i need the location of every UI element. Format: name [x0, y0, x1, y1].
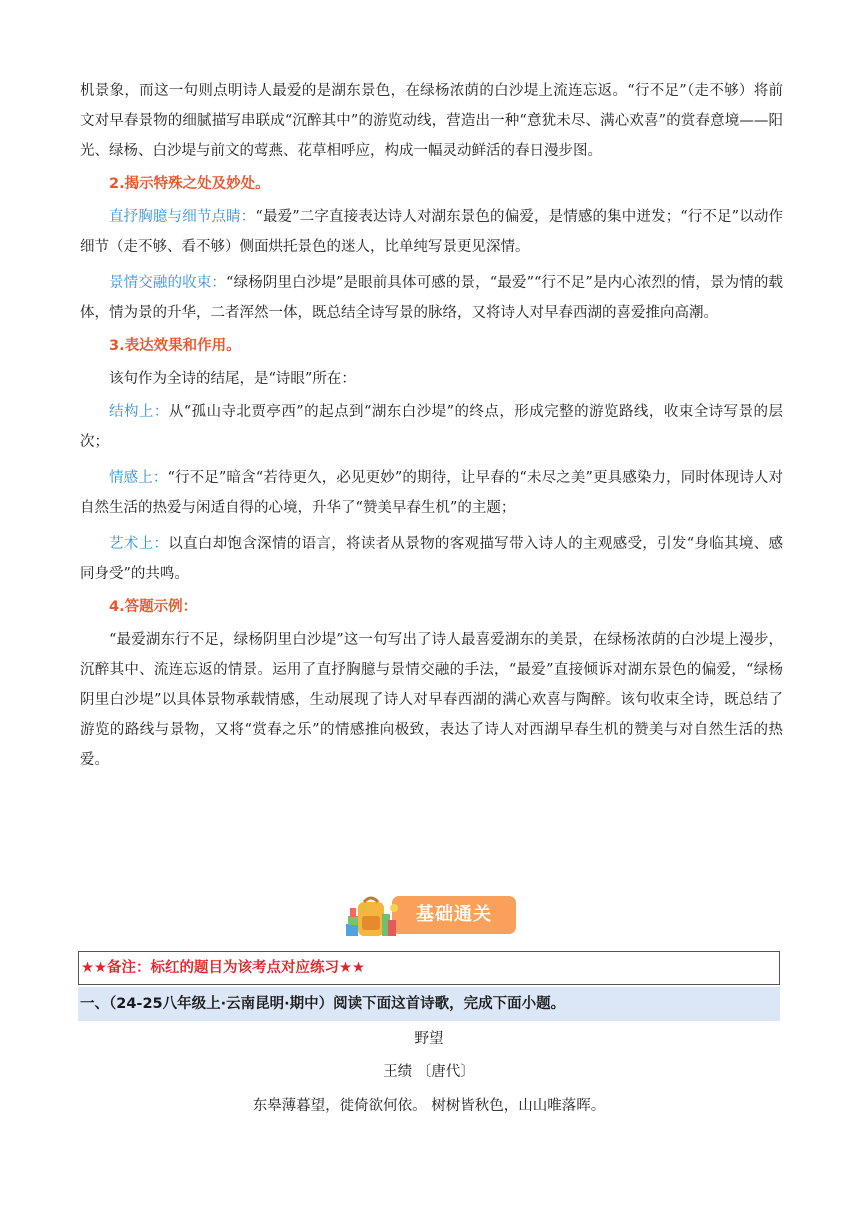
section-3-item-1	[80, 397, 783, 457]
school-bag-books-icon	[344, 894, 400, 940]
content-column	[80, 76, 783, 775]
section-3-item-2	[80, 463, 783, 523]
term-text: “绿杨阴里白沙堤”是眼前具体可感的景，“最爱”“行不足”是内心浓烈的情，景为情的载体，情为景的升华，二者浑然一体，既总结全诗写景的脉络，又将诗人对早春西湖的喜爱推向高潮。	[80, 275, 783, 321]
section-4-answer: “最爱湖东行不足，绿杨阴里白沙堤”这一句写出了诗人最喜爱湖东的美景，在绿杨浓荫的白沙堤上漫步，沉醉其中、流连忘返的情景。运用了直抒胸臆与景情交融的手法，“最爱”直接倾诉对湖东景色的偏爱，“绿杨阴里白沙堤”以具体景物承载情感，生动展现了诗人对早春西湖的满心欢喜与陶醉。该句收束全诗，既总结了游览的路线与景物，又将“赏春之乐”的情感推向极致，表达了诗人对西湖早春生机的赞美与对自然生活的热爱。	[80, 632, 783, 768]
term-text: 以直白却饱含深情的语言，将读者从景物的客观描写带入诗人的主观感受，引发“身临其境、感同身受”的共鸣。	[80, 536, 784, 582]
question-header: 一、（24-25八年级上·云南昆明·期中）阅读下面这首诗歌，完成下面小题。	[78, 987, 780, 1021]
section-4-heading: 4.答题示例：	[109, 599, 198, 615]
section-2-item-1	[80, 202, 783, 262]
term-label: 直抒胸臆与细节点睛：	[109, 209, 256, 225]
term-text: “最爱”二字直接表达诗人对湖东景色的偏爱，是情感的集中迸发；“行不足”以动作细节（走不够、看不够）侧面烘托景色的迷人，比单纯写景更见深情。	[80, 209, 784, 255]
section-2-item-2	[80, 268, 783, 328]
paragraph-intro: 机景象，而这一句则点明诗人最爱的是湖东景色，在绿杨浓荫的白沙堤上流连忘返。“行不足”（走不够）将前文对早春景物的细腻描写串联成“沉醉其中”的游览动线，营造出一种“意犹未尽、满心欢喜”的赏春意境——阳光、绿杨、白沙堤与前文的莺燕、花草相呼应，构成一幅灵动鲜活的春日漫步图。	[80, 83, 783, 159]
term-text: “行不足”暗含“若待更久，必见更妙”的期待，让早春的“未尽之美”更具感染力，同时体现诗人对自然生活的热爱与闲适自得的心境，升华了“赞美早春生机”的主题；	[80, 470, 784, 516]
term-label: 景情交融的收束：	[109, 275, 227, 291]
section-banner	[344, 894, 516, 940]
term-text: 从“孤山寺北贾亭西”的起点到“湖东白沙堤”的终点，形成完整的游览路线，收束全诗写景的层次；	[80, 404, 783, 450]
section-3-heading: 3.表达效果和作用。	[109, 338, 241, 354]
poem-line-1: 东皋薄暮望，徙倚欲何依。 树树皆秋色，山山唯落晖。	[252, 1098, 606, 1114]
section-3-item-3	[80, 529, 783, 589]
section-2-heading: 2.揭示特殊之处及妙处。	[109, 176, 270, 192]
term-label: 艺术上：	[109, 536, 169, 552]
note-box: ★★备注：标红的题目为该考点对应练习★★	[78, 951, 780, 985]
term-label: 情感上：	[109, 470, 168, 486]
poem-author: 王绩 〔唐代〕	[383, 1064, 475, 1080]
poem-title: 野望	[414, 1031, 444, 1047]
term-label: 结构上：	[109, 404, 169, 420]
banner-label: 基础通关	[416, 904, 492, 925]
section-3-intro: 该句作为全诗的结尾，是“诗眼”所在：	[109, 371, 356, 387]
